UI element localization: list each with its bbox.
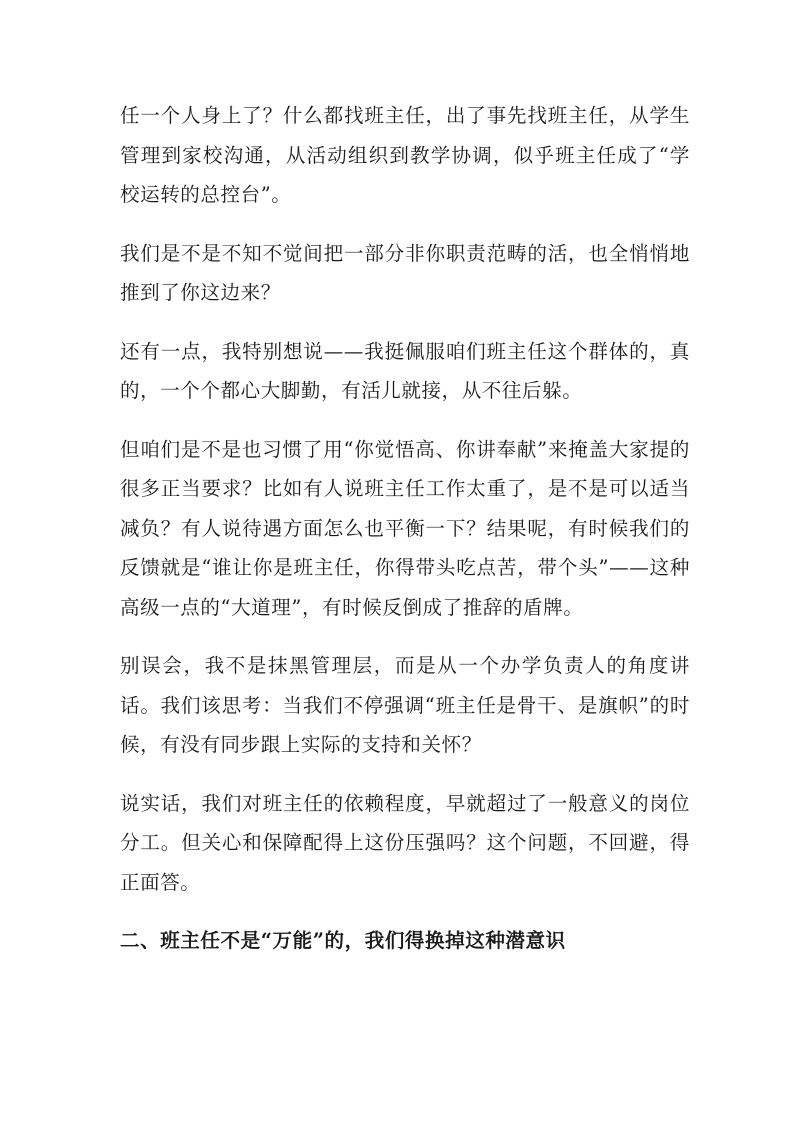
paragraph-3: 还有一点，我特别想说——我挺佩服咱们班主任这个群体的，真的，一个个都心大脚勤，有活儿就接，从不往后躲。: [120, 339, 690, 402]
section-heading: 二、班主任不是“万能”的，我们得换掉这种潜意识: [120, 929, 566, 952]
document-body: [120, 96, 690, 961]
paragraph-1: 任一个人身上了？什么都找班主任，出了事先找班主任，从学生管理到家校沟通，从活动组织到教学协调，似乎班主任成了“学校运转的总控台”。: [120, 104, 690, 206]
paragraph-6: 说实话，我们对班主任的依赖程度，早就超过了一般意义的岗位分工。但关心和保障配得上这份压强吗？这个问题，不回避，得正面答。: [120, 791, 690, 894]
paragraph-4: 但咱们是不是也习惯了用“你觉悟高、你讲奉献”来掩盖大家提的很多正当要求？比如有人说班主任工作太重了，是不是可以适当减负？有人说待遇方面怎么也平衡一下？结果呢，有时候我们的反馈就是“谁让你是班主任，你得带头吃点苦，带个头”——这种高级一点的“大道理”，有时候反倒成了推辞的盾牌。: [120, 437, 690, 619]
paragraph-2: 我们是不是不知不觉间把一部分非你职责范畴的活，也全悄悄地推到了你这边来？: [120, 241, 690, 304]
paragraph-5: 别误会，我不是抹黑管理层，而是从一个办学负责人的角度讲话。我们该思考：当我们不停强调“班主任是骨干、是旗帜”的时候，有没有同步跟上实际的支持和关怀？: [120, 654, 690, 756]
